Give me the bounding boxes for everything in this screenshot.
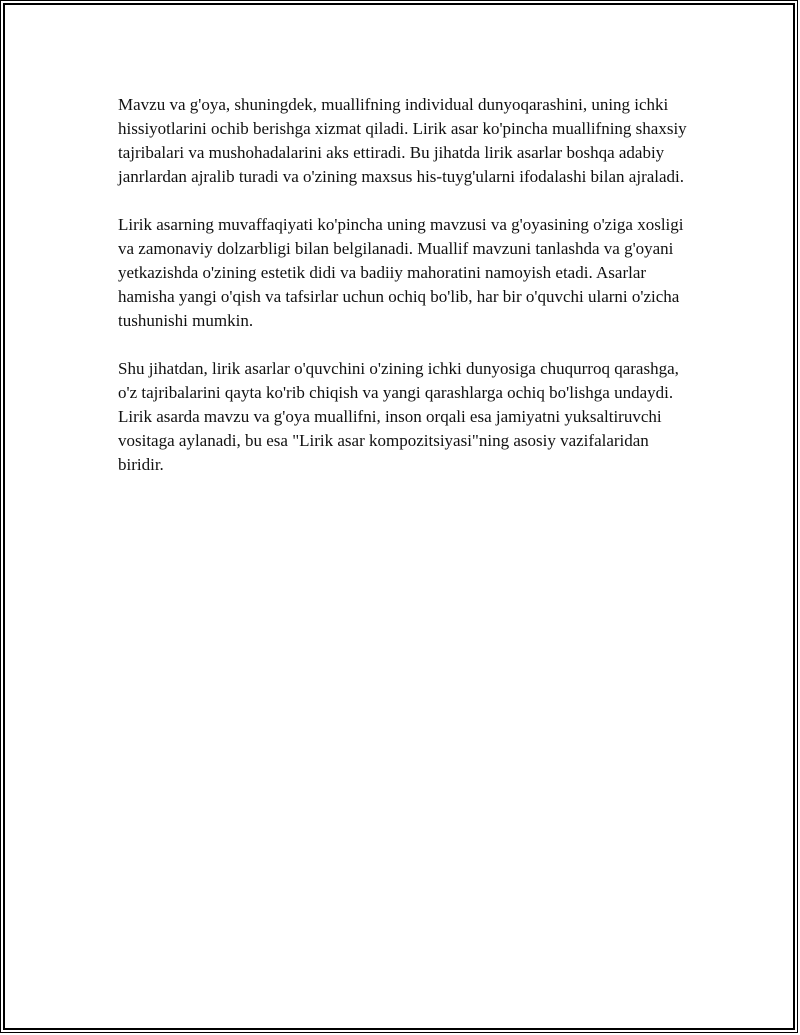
- paragraph-3: Shu jihatdan, lirik asarlar o'quvchini o'zining ichki dunyosiga chuqurroq qarashga, o'z tajribalarini qayta ko'rib chiqish va yangi qarashlarga ochiq bo'lishga undaydi. Lirik asarda mavzu va g'oya muallifni, inson orqali esa jamiyatni yuksaltiruvchi vositaga aylanadi, bu esa "Lirik asar kompozitsiyasi"ning asosiy vazifalaridan biridir.: [118, 359, 679, 474]
- document-body: [118, 93, 688, 501]
- paragraph-1: Mavzu va g'oya, shuningdek, muallifning individual dunyoqarashini, uning ichki hissiyotlarini ochib berishga xizmat qiladi. Lirik asar ko'pincha muallifning shaxsiy tajribalari va mushohadalarini aks ettiradi. Bu jihatda lirik asarlar boshqa adabiy janrlardan ajralib turadi va o'zining maxsus his-tuyg'ularni ifodalashi bilan ajraladi.: [118, 95, 687, 186]
- paragraph-2: Lirik asarning muvaffaqiyati ko'pincha uning mavzusi va g'oyasining o'ziga xosligi va zamonaviy dolzarbligi bilan belgilanadi. Muallif mavzuni tanlashda va g'oyani yetkazishda o'zining estetik didi va badiiy mahoratini namoyish etadi. Asarlar hamisha yangi o'qish va tafsirlar uchun ochiq bo'lib, har bir o'quvchi ularni o'zicha tushunishi mumkin.: [118, 215, 684, 330]
